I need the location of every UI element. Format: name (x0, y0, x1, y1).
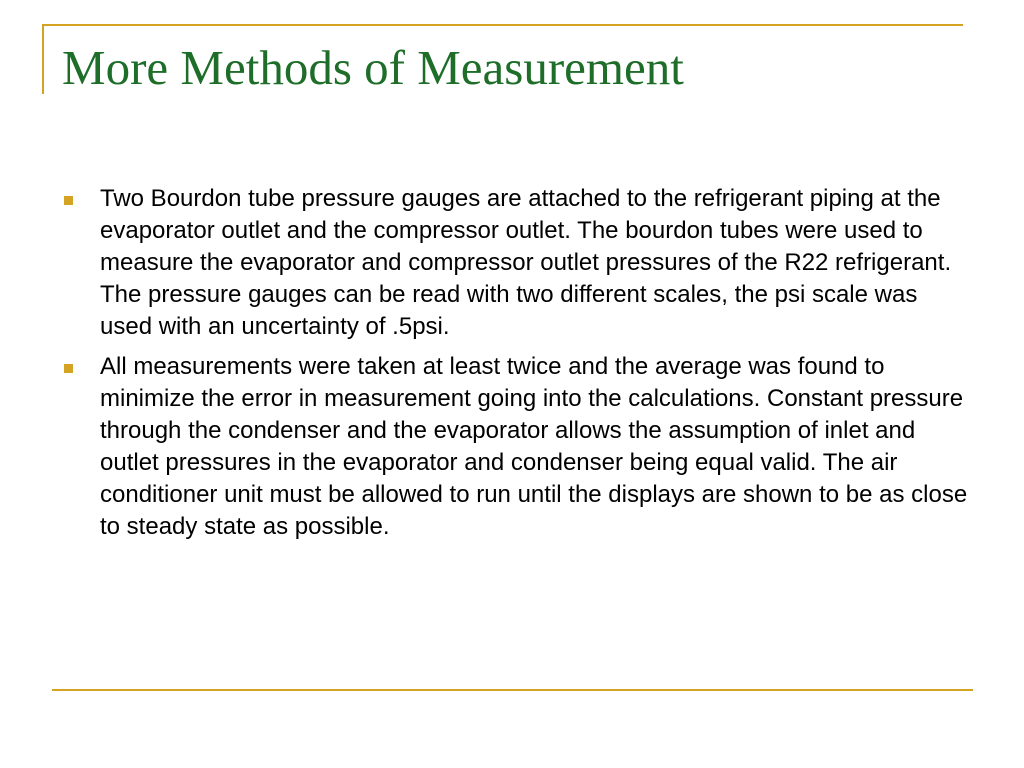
square-bullet-icon (64, 364, 73, 373)
bullet-list (62, 183, 970, 551)
bottom-accent-line (52, 689, 973, 691)
top-accent-line (42, 24, 963, 26)
square-bullet-icon (64, 196, 73, 205)
bullet-text: All measurements were taken at least twice and the average was found to minimize the error in measurement going into the calculations. Constant pressure through the condenser and the evaporator allows the assumption of inlet and outlet pressures in the evaporator and condenser being equal valid. The air conditioner unit must be allowed to run until the displays are shown to be as close to steady state as possible. (100, 353, 968, 540)
slide-title: More Methods of Measurement (62, 40, 684, 95)
bullet-item (62, 351, 970, 543)
bullet-text: Two Bourdon tube pressure gauges are attached to the refrigerant piping at the evaporator outlet and the compressor outlet. The bourdon tubes were used to measure the evaporator and compressor outlet pressures of the R22 refrigerant. The pressure gauges can be read with two different scales, the psi scale was used with an uncertainty of .5psi. (100, 185, 952, 340)
bullet-item (62, 183, 970, 343)
left-accent-line (42, 24, 44, 94)
